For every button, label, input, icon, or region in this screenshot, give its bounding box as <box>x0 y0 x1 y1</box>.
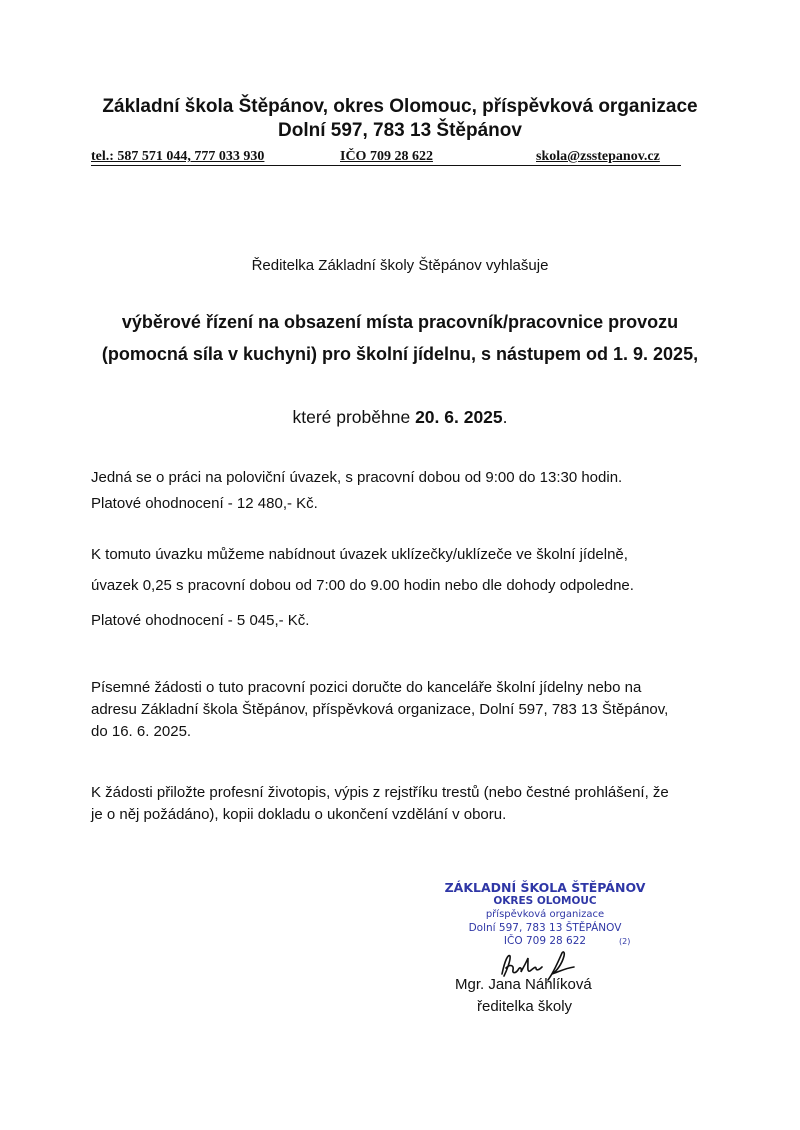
school-address: Dolní 597, 783 13 Štěpánov <box>278 120 522 141</box>
signatory-name: Mgr. Jana Náhlíková <box>455 976 592 993</box>
signatory-role: ředitelka školy <box>477 998 573 1015</box>
application-text-1: Písemné žádosti o tuto pracovní pozici doručte do kanceláře školní jídelny nebo na <box>91 679 642 696</box>
selection-date-suffix: . <box>502 407 508 427</box>
position-title-line1: výběrové řízení na obsazení místa pracovník/pracovnice provozu <box>121 312 679 332</box>
selection-date-line <box>0 407 800 428</box>
stamp-mark: (2) <box>619 937 631 946</box>
stamp-district: OKRES OLOMOUC <box>493 895 597 907</box>
announcement-intro: Ředitelka Základní školy Štěpánov vyhlašuje <box>251 257 549 274</box>
company-id: IČO 709 28 622 <box>340 149 433 164</box>
selection-date: 20. 6. 2025 <box>415 407 503 427</box>
stamp-address: Dolní 597, 783 13 ŠTĚPÁNOV <box>468 922 622 934</box>
selection-date-prefix: které proběhne <box>292 407 416 427</box>
application-text-2: adresu Základní škola Štěpánov, příspěvková organizace, Dolní 597, 783 13 Štěpánov, <box>91 701 669 718</box>
attachments-text-1: K žádosti přiložte profesní životopis, výpis z rejstříku trestů (nebo čestné prohlášení, že <box>91 784 669 801</box>
phone-numbers: tel.: 587 571 044, 777 033 930 <box>91 149 265 164</box>
cleaner-offer-text: K tomuto úvazku můžeme nabídnout úvazek uklízečky/uklízeče ve školní jídelně, <box>91 546 628 563</box>
salary-main: Platové ohodnocení - 12 480,- Kč. <box>91 495 318 512</box>
stamp-school-name: ZÁKLADNÍ ŠKOLA ŠTĚPÁNOV <box>444 880 646 895</box>
school-name: Základní škola Štěpánov, okres Olomouc, příspěvková organizace <box>102 96 698 117</box>
application-deadline: do 16. 6. 2025. <box>91 723 192 740</box>
header-divider <box>91 165 681 166</box>
salary-cleaner: Platové ohodnocení - 5 045,- Kč. <box>91 612 310 629</box>
cleaner-hours-text: úvazek 0,25 s pracovní dobou od 7:00 do 9.00 hodin nebo dle dohody odpoledne. <box>91 577 634 594</box>
workload-text: Jedná se o práci na poloviční úvazek, s pracovní dobou od 9:00 do 13:30 hodin. <box>91 469 623 486</box>
email-address: skola@zsstepanov.cz <box>536 149 660 164</box>
stamp-ico: IČO 709 28 622 <box>503 935 587 947</box>
stamp-org-type: příspěvková organizace <box>485 909 605 920</box>
contact-line <box>91 149 681 167</box>
position-title-line2: (pomocná síla v kuchyni) pro školní jídelnu, s nástupem od 1. 9. 2025, <box>101 344 699 364</box>
attachments-text-2: je o něj požádáno), kopii dokladu o ukončení vzdělání v oboru. <box>91 806 507 823</box>
